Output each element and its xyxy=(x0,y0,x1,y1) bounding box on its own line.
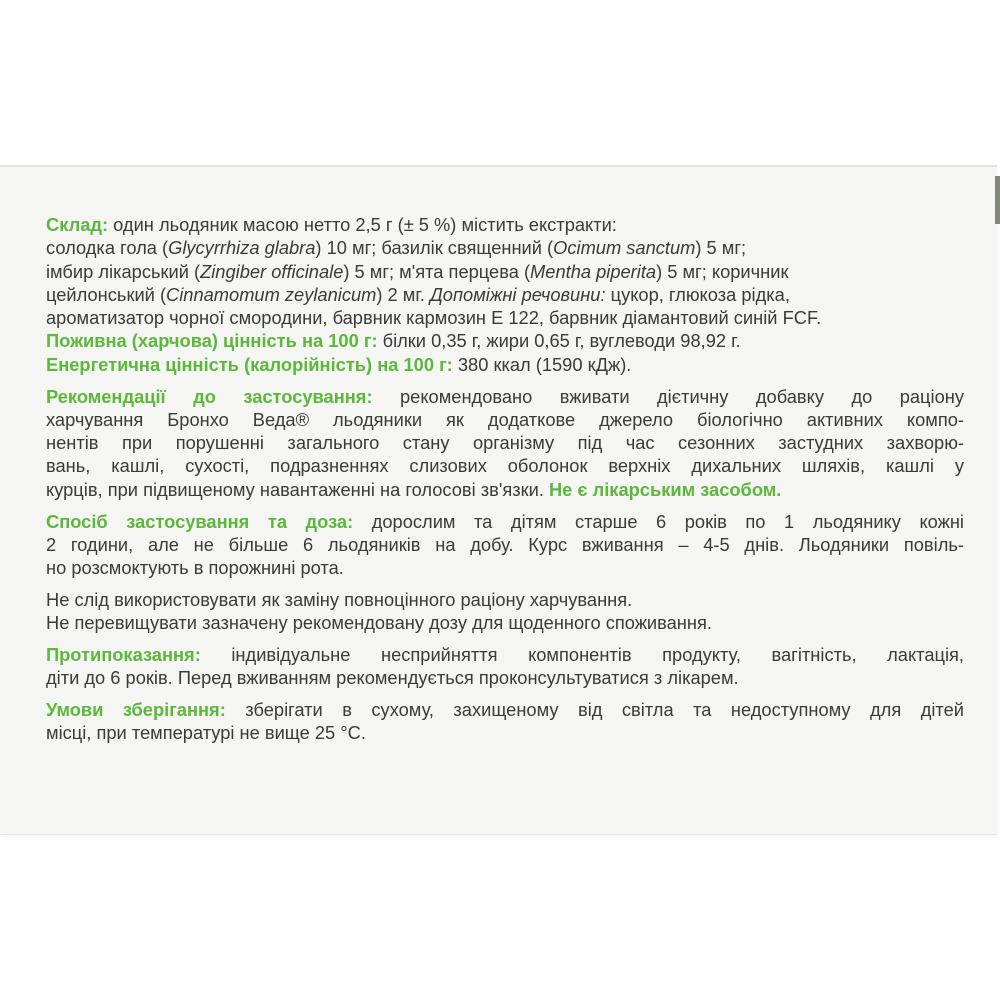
recommendations-section xyxy=(46,385,964,501)
dosage-line-3: но розсмоктують в порожнині рота. xyxy=(46,557,344,579)
composition-line-5: ароматизатор чорної смородини, барвник кармозин Е 122, барвник діамантовий синій FCF. xyxy=(46,307,822,329)
nutrition-line: Поживна (харчова) цінність на 100 г: білки 0,35 г, жири 0,65 г, вуглеводи 98,92 г. xyxy=(46,330,741,352)
nutrition-label: Поживна (харчова) цінність на 100 г: xyxy=(46,330,378,352)
composition-line-4: цейлонський (Cinnamomum zeylanicum) 2 мг. Допоміжні речовини: цукор, глюкоза рідка, xyxy=(46,283,790,305)
warning-line-1: Не слід використовувати як заміну повноцінного раціону харчування. xyxy=(46,588,633,610)
recommendations-line-1: Рекомендації до застосування: рекомендовано вживати дієтичну добавку до раціону xyxy=(46,385,964,407)
package-edge xyxy=(995,176,1000,224)
dosage-line-2: 2 години, але не більше 6 льодяників на добу. Курс вживання – 4-5 днів. Льодяники повіль- xyxy=(46,533,964,555)
storage-line-1: Умови зберігання: зберігати в сухому, захищеному від світла та недоступному для дітей xyxy=(46,699,964,721)
contraindications-section xyxy=(46,643,964,690)
composition-line-3: імбир лікарський (Zingiber officinale) 5 мг; м'ята перцева (Mentha piperita) 5 мг; коричник xyxy=(46,260,789,282)
energy-label: Енергетична цінність (калорійність) на 100 г: xyxy=(46,353,453,375)
recommendations-line-2: харчування Бронхо Веда® льодяники як додаткове джерело біологічно активних компо- xyxy=(46,408,964,430)
warning-line-2: Не перевищувати зазначену рекомендовану дозу для щоденного споживання. xyxy=(46,612,712,634)
storage-line-2: місці, при температурі не вище 25 °С. xyxy=(46,722,366,744)
recommendations-line-4: вань, кашлі, сухості, подразненнях слизових оболонок верхніх дихальних шляхів, кашлі у xyxy=(46,455,964,477)
not-a-drug-notice: Не є лікарським засобом. xyxy=(548,478,782,500)
recommendations-label: Рекомендації до застосування: xyxy=(46,385,373,407)
dosage-line-1: Спосіб застосування та доза: дорослим та дітям старше 6 років по 1 льодянику кожні xyxy=(46,510,964,532)
composition-line-1: Склад: один льодяник масою нетто 2,5 г (± 5 %) містить екстракти: xyxy=(46,214,617,235)
contraindications-label: Протипоказання: xyxy=(46,644,201,666)
storage-label: Умови зберігання: xyxy=(46,699,226,721)
recommendations-line-3: нентів при порушенні загального стану організму під час сезонних застудних захворю- xyxy=(46,432,964,454)
contraindications-line-1: Протипоказання: індивідуальне несприйняття компонентів продукту, вагітність, лактація, xyxy=(46,644,964,666)
dosage-section xyxy=(46,510,964,580)
contraindications-line-2: діти до 6 років. Перед вживанням рекомендується проконсультуватися з лікарем. xyxy=(46,667,739,689)
energy-line: Енергетична цінність (калорійність) на 100 г: 380 ккал (1590 кДж). xyxy=(46,353,632,375)
label-text-block xyxy=(46,213,964,745)
recommendations-line-5: курців, при підвищеному навантаженні на голосові зв'язки. Не є лікарським засобом. xyxy=(46,478,782,500)
composition-line-2: солодка гола (Glycyrrhiza glabra) 10 мг; базилік священний (Ocimum sanctum) 5 мг; xyxy=(46,237,747,259)
storage-section xyxy=(46,698,964,745)
composition-label: Склад: xyxy=(46,214,109,235)
dosage-label: Спосіб застосування та доза: xyxy=(46,510,354,532)
warnings-section xyxy=(46,588,964,635)
